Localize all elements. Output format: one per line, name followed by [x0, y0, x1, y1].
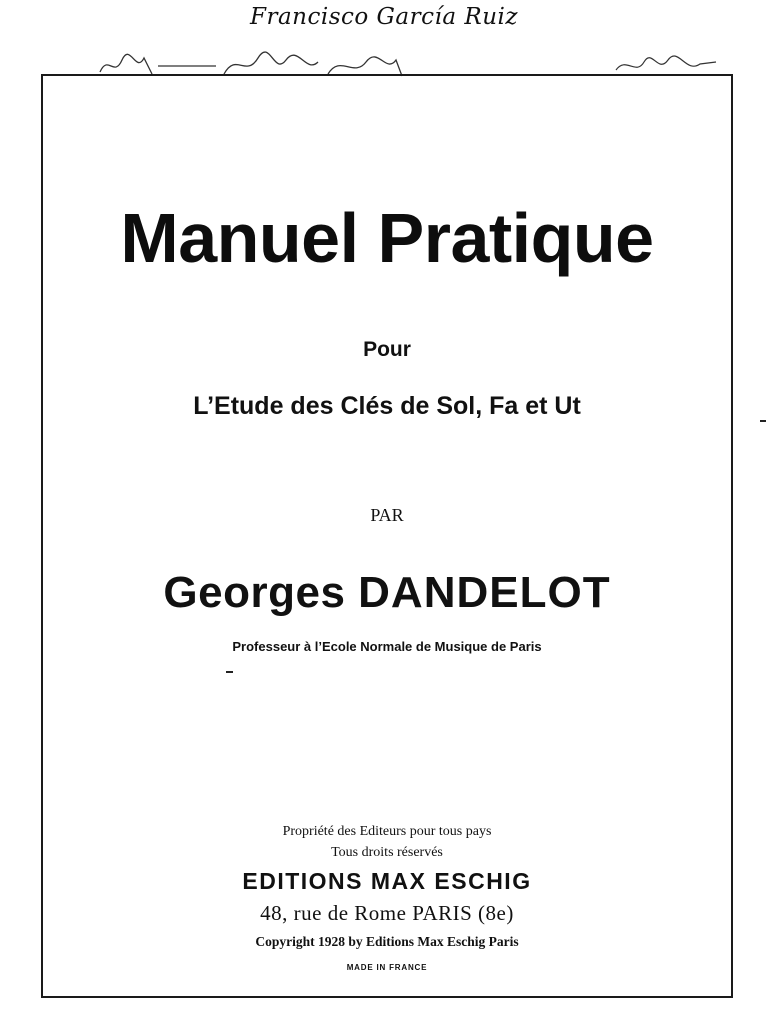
- small-dash: [226, 671, 233, 673]
- author-name: [41, 568, 733, 618]
- author-role: Professeur à l’Ecole Normale de Musique de Paris: [232, 639, 542, 654]
- edge-mark: [760, 420, 766, 422]
- publisher-address: 48, rue de Rome PARIS (8e): [260, 901, 514, 925]
- subtitle: L’Etude des Clés de Sol, Fa et Ut: [193, 392, 581, 420]
- by-label: PAR: [370, 505, 404, 525]
- publisher-name: EDITIONS MAX ESCHIG: [242, 868, 532, 894]
- copyright-line: Copyright 1928 by Editions Max Eschig Paris: [255, 934, 519, 949]
- rights-line-1: Propriété des Editeurs pour tous pays: [282, 824, 492, 839]
- book-title: Manuel Pratique: [120, 199, 654, 277]
- subtitle-pour: Pour: [363, 338, 411, 361]
- rights-line-2: Tous droits réservés: [331, 845, 443, 860]
- made-in-label: MADE IN FRANCE: [346, 963, 428, 972]
- author-first-name: Georges: [163, 568, 346, 617]
- author-last-name: DANDELOT: [358, 568, 611, 617]
- handwritten-signature: Francisco García Ruiz: [249, 4, 518, 30]
